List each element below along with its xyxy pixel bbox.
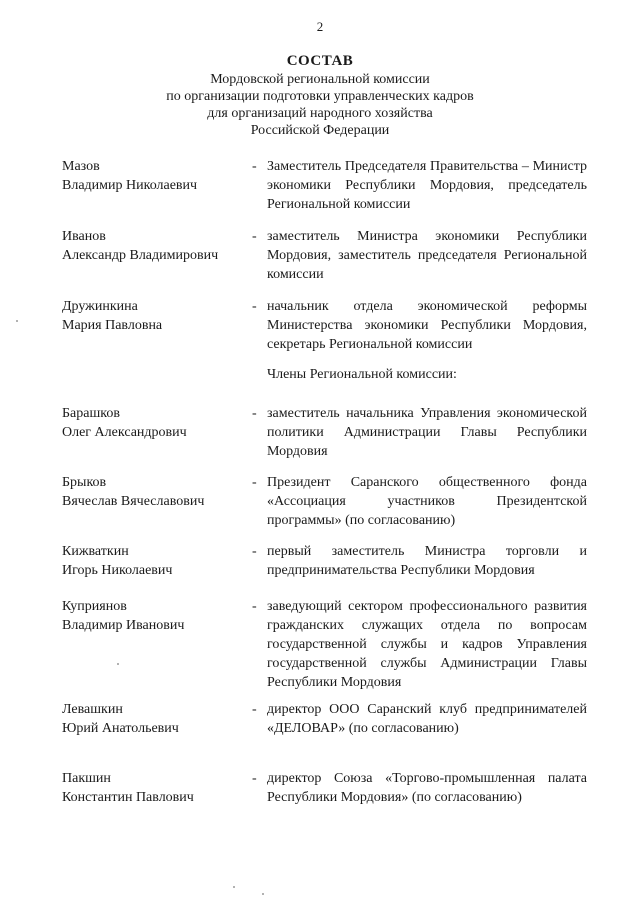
- title-heading: СОСТАВ: [286, 53, 354, 69]
- members-section-label: Члены Региональной комиссии:: [267, 367, 457, 382]
- member-name: [62, 227, 247, 265]
- member-surname: Куприянов: [62, 599, 127, 614]
- document-title: [0, 52, 640, 139]
- title-line-3: для организаций народного хозяйства: [207, 106, 433, 121]
- member-surname: Иванов: [62, 229, 106, 244]
- member-role: начальник отдела экономической реформы Министерства экономики Республики Мордовия, секретарь Региональной комиссии: [267, 299, 587, 352]
- entry-dash: -: [252, 159, 257, 174]
- title-line-1: Мордовской региональной комиссии: [210, 72, 430, 87]
- member-role: заместитель начальника Управления экономической политики Администрации Главы Республики Мордовия: [267, 406, 587, 459]
- member-given-name: Константин Павлович: [62, 790, 194, 805]
- member-surname: Дружинкина: [62, 299, 138, 314]
- member-role: Президент Саранского общественного фонда «Ассоциация участников Президентской программы» (по согласованию): [267, 475, 587, 528]
- member-surname: Пакшин: [62, 771, 111, 786]
- entry-dash: -: [252, 406, 257, 421]
- title-line-4: Российской Федерации: [250, 123, 390, 138]
- scan-speck: [262, 893, 264, 895]
- member-role: директор ООО Саранский клуб предпринимателей «ДЕЛОВАР» (по согласованию): [267, 702, 587, 736]
- member-given-name: Юрий Анатольевич: [62, 721, 179, 736]
- member-role: Заместитель Председателя Правительства – Министр экономики Республики Мордовия, председатель Региональной комиссии: [267, 159, 587, 212]
- entry-dash: -: [252, 771, 257, 786]
- member-surname: Мазов: [62, 159, 100, 174]
- member-surname: Барашков: [62, 406, 120, 421]
- member-name: [62, 473, 247, 511]
- scan-speck: [117, 663, 119, 665]
- member-given-name: Олег Александрович: [62, 425, 187, 440]
- title-line-2: по организации подготовки управленческих кадров: [166, 89, 474, 104]
- entry-dash: -: [252, 475, 257, 490]
- member-surname: Кижваткин: [62, 544, 129, 559]
- entry-dash: -: [252, 599, 257, 614]
- member-given-name: Игорь Николаевич: [62, 563, 173, 578]
- member-given-name: Вячеслав Вячеславович: [62, 494, 205, 509]
- member-given-name: Владимир Иванович: [62, 618, 185, 633]
- member-name: [62, 297, 247, 335]
- member-role: первый заместитель Министра торговли и предпринимательства Республики Мордовия: [267, 544, 587, 578]
- member-surname: Брыков: [62, 475, 107, 490]
- member-name: [62, 597, 247, 635]
- scan-speck: [16, 320, 18, 322]
- member-given-name: Владимир Николаевич: [62, 178, 198, 193]
- member-name: [62, 769, 247, 807]
- member-name: [62, 404, 247, 442]
- member-name: [62, 542, 247, 580]
- entry-dash: -: [252, 299, 257, 314]
- member-role: заведующий сектором профессионального развития гражданских служащих отдела по вопросам государственной службы и кадров Управления государственной службы Администрации Главы Республики Мордовия: [267, 599, 587, 690]
- scan-speck: [233, 886, 235, 888]
- member-surname: Левашкин: [62, 702, 123, 717]
- entry-dash: -: [252, 229, 257, 244]
- page-number: 2: [316, 19, 324, 34]
- member-name: [62, 157, 247, 195]
- member-role: заместитель Министра экономики Республики Мордовия, заместитель председателя Региональной комиссии: [267, 229, 587, 282]
- entry-dash: -: [252, 702, 257, 717]
- member-given-name: Александр Владимирович: [62, 248, 219, 263]
- entry-dash: -: [252, 544, 257, 559]
- member-role: директор Союза «Торгово-промышленная палата Республики Мордовия» (по согласованию): [267, 771, 587, 805]
- member-given-name: Мария Павловна: [62, 318, 163, 333]
- member-name: [62, 700, 247, 738]
